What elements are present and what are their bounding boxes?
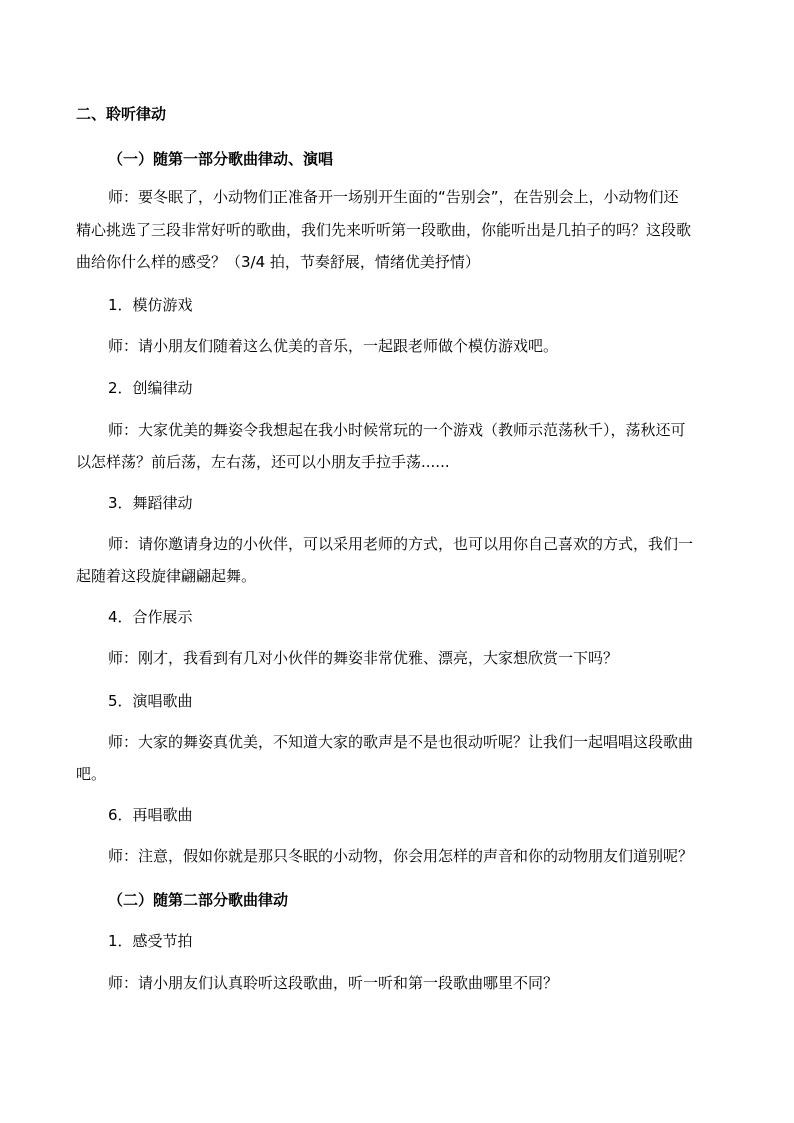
item-text: 吧。 <box>76 765 107 783</box>
section-title: 二、聆听律动 <box>76 105 167 123</box>
part1-title: （一）随第一部分歌曲律动、演唱 <box>108 150 334 168</box>
item-label: 1．模仿游戏 <box>108 296 193 314</box>
item-label: 1．感受节拍 <box>108 932 193 950</box>
item-text: 师：请小朋友们认真聆听这段歌曲，听一听和第一段歌曲哪里不同？ <box>108 974 559 992</box>
item-label: 3．舞蹈律动 <box>108 494 193 512</box>
item-label: 6．再唱歌曲 <box>108 806 193 824</box>
item-text: 起随着这段旋律翩翩起舞。 <box>76 567 257 585</box>
item-text: 师：请小朋友们随着这么优美的音乐，一起跟老师做个模仿游戏吧。 <box>108 337 559 355</box>
item-text: 以怎样荡？前后荡，左右荡，还可以小朋友手拉手荡...... <box>76 453 450 471</box>
item-label: 5．演唱歌曲 <box>108 692 193 710</box>
item-text: 师：大家的舞姿真优美，不知道大家的歌声是不是也很动听呢？让我们一起唱唱这段歌曲 <box>108 733 694 751</box>
part1-intro-line-1: 师：要冬眠了，小动物们正准备开一场别开生面的“告别会”，在告别会上，小动物们还 <box>108 188 679 206</box>
item-text: 师：大家优美的舞姿令我想起在我小时候常玩的一个游戏（教师示范荡秋千），荡秋还可 <box>108 421 686 439</box>
part2-title: （二）随第二部分歌曲律动 <box>108 891 289 909</box>
item-text: 师：注意，假如你就是那只冬眠的小动物，你会用怎样的声音和你的动物朋友们道别呢？ <box>108 847 694 865</box>
part1-intro-line-3: 曲给你什么样的感受？（3/4 拍，节奏舒展，情绪优美抒情） <box>76 253 480 271</box>
item-text: 师：刚才，我看到有几对小伙伴的舞姿非常优雅、漂亮，大家想欣赏一下吗？ <box>108 649 619 667</box>
item-label: 2．创编律动 <box>108 379 193 397</box>
part1-intro-line-2: 精心挑选了三段非常好听的歌曲，我们先来听听第一段歌曲，你能听出是几拍子的吗？这段歌 <box>76 221 692 239</box>
item-text: 师：请你邀请身边的小伙伴，可以采用老师的方式，也可以用你自己喜欢的方式，我们一 <box>108 535 694 553</box>
item-label: 4．合作展示 <box>108 608 193 626</box>
